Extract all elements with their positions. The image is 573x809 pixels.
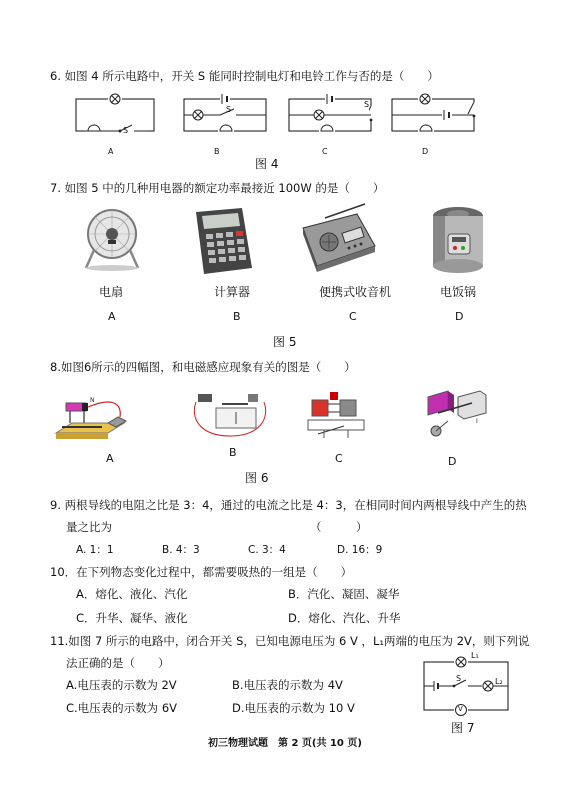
q9-stem-line2: 量之比为	[66, 520, 112, 534]
q9-option-d: D. 16：9	[337, 544, 383, 556]
q6-option-b: B	[214, 147, 220, 156]
q8-figure-b	[190, 388, 270, 440]
q7-item-radio-letter: C	[349, 310, 357, 323]
q9-stem-line1: 9. 两根导线的电阻之比是 3：4，通过的电流之比是 4：3，在相同时间内两根导线中产生的热	[50, 498, 527, 512]
q11-option-b: B.电压表的示数为 4V	[232, 678, 343, 692]
q11-label-v: V	[458, 705, 463, 713]
q11-label-l2: L₂	[495, 677, 503, 686]
q7-item-fan-name: 电扇	[99, 285, 124, 299]
rice-cooker-image	[428, 204, 488, 276]
svg-text:N: N	[90, 397, 95, 404]
q6-circuit-c	[285, 92, 375, 140]
q11-option-d: D.电压表的示数为 10 V	[232, 701, 355, 715]
radio-image	[295, 200, 379, 276]
q11-figure-caption: 图 7	[451, 721, 475, 735]
q11-label-s: S	[456, 674, 462, 683]
q6-stem: 6. 如图 4 所示电路中，开关 S 能同时控制电灯和电铃工作与否的是（ ）	[50, 69, 439, 83]
q8-option-d: D	[448, 455, 457, 468]
q7-item-calculator-name: 计算器	[214, 285, 251, 299]
calculator-image	[190, 206, 254, 276]
q7-item-rice-cooker-name: 电饭锅	[440, 285, 477, 299]
q11-label-l1: L₁	[471, 651, 479, 660]
svg-text:I: I	[476, 418, 478, 425]
q6-option-a: A	[108, 147, 114, 156]
q9-option-a: A. 1：1	[76, 544, 114, 556]
q8-option-c: C	[335, 452, 343, 465]
q8-figure-a	[52, 393, 132, 443]
q6-circuit-b	[180, 92, 270, 140]
q6-switch-label-b: S	[226, 105, 232, 114]
q7-item-calculator-letter: B	[233, 310, 241, 323]
q11-option-c: C.电压表的示数为 6V	[66, 701, 178, 715]
q8-option-a: A	[106, 452, 114, 465]
q6-circuit-a	[72, 92, 158, 140]
page-footer: 初三物理试题 第 2 页(共 10 页)	[208, 738, 362, 749]
q7-item-fan-letter: A	[108, 310, 116, 323]
q9-option-c: C. 3：4	[248, 544, 286, 556]
q10-option-d: D．熔化、汽化、升华	[288, 611, 401, 625]
q8-figure-c	[304, 390, 370, 440]
q11-option-a: A.电压表的示数为 2V	[66, 678, 177, 692]
q10-stem: 10．在下列物态变化过程中，都需要吸热的一组是（ ）	[50, 565, 353, 579]
q8-figure-d	[418, 389, 490, 443]
q10-option-b: B．汽化、凝固、凝华	[288, 587, 400, 601]
fan-image	[80, 206, 146, 272]
q9-answer-blank: （ ）	[310, 520, 368, 534]
q6-switch-label-a: S	[123, 126, 129, 135]
q10-option-a: A．熔化、液化、汽化	[76, 587, 188, 601]
q6-circuit-d	[388, 92, 478, 140]
q8-figure-caption: 图 6	[245, 471, 269, 485]
q8-option-b: B	[229, 446, 237, 459]
q7-stem: 7. 如图 5 中的几种用电器的额定功率最接近 100W 的是（ ）	[50, 181, 385, 195]
q7-item-rice-cooker-letter: D	[455, 310, 464, 323]
q6-switch-label-c: S	[364, 100, 370, 109]
q7-item-radio-name: 便携式收音机	[319, 285, 392, 299]
q10-option-c: C．升华、凝华、液化	[76, 611, 188, 625]
q6-option-d: D	[422, 147, 429, 156]
q11-stem-line2: 法正确的是（ ）	[66, 656, 170, 670]
q6-option-c: C	[322, 147, 328, 156]
q6-figure-caption: 图 4	[255, 157, 279, 171]
q7-figure-caption: 图 5	[273, 335, 297, 349]
q11-stem-line1: 11.如图 7 所示的电路中，闭合开关 S，已知电源电压为 6 V ，L₁两端的电压为 2V，则下列说	[50, 634, 530, 648]
q9-option-b: B. 4：3	[162, 544, 200, 556]
q8-stem: 8.如图6所示的四幅图，和电磁感应现象有关的图是（ ）	[50, 360, 356, 374]
